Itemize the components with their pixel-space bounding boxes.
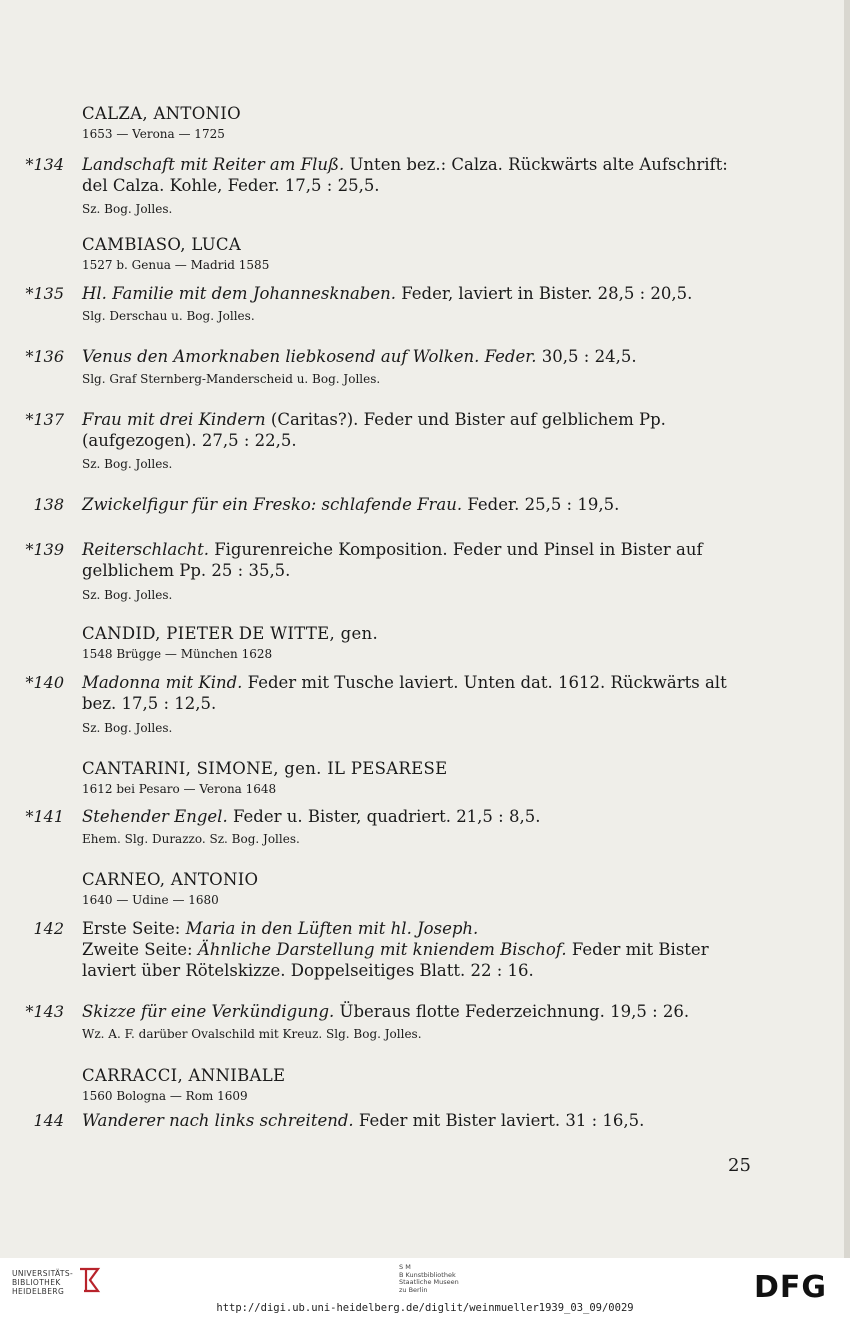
lot-description <box>82 283 752 304</box>
lot-details: Feder u. Bister, quadriert. 21,5 : 8,5. <box>227 807 541 826</box>
lot-title: Reiterschlacht. <box>82 540 209 559</box>
artist-dates: 1560 Bologna — Rom 1609 <box>82 1089 248 1103</box>
lot-title: Stehender Engel. <box>82 807 228 826</box>
logo-line: HEIDELBERG <box>12 1287 65 1296</box>
permalink-url[interactable]: http://digi.ub.uni-heidelberg.de/diglit/weinmueller1939_03_09/0029 <box>216 1302 634 1314</box>
lot-number: *141 <box>25 807 64 826</box>
viewer-footer <box>0 1258 850 1318</box>
lot-details: Unten bez.: Calza. Rückwärts alte Aufschrift: del Calza. Kohle, Feder. 17,5 : 25,5. <box>82 155 728 195</box>
artist-heading: CARRACCI, ANNIBALE <box>82 1066 286 1085</box>
lot-title: Madonna mit Kind. <box>82 673 243 692</box>
artist-heading: CANTARINI, SIMONE, gen. IL PESARESE <box>82 759 448 778</box>
lot-number: *137 <box>25 410 64 429</box>
heidelberg-logo[interactable] <box>12 1269 73 1296</box>
lot-provenance: Sz. Bog. Jolles. <box>82 202 173 216</box>
page-number: 25 <box>728 1155 751 1176</box>
lot-number: 138 <box>33 495 64 514</box>
lot-description <box>82 539 750 581</box>
lot-side-label: Erste Seite: <box>82 919 186 938</box>
lot-details: Überaus flotte Federzeichnung. 19,5 : 26. <box>334 1002 690 1021</box>
lot-description <box>82 346 752 367</box>
lot-title: Landschaft mit Reiter am Fluß. <box>82 155 345 174</box>
artist-dates: 1548 Brügge — München 1628 <box>82 647 273 661</box>
lot-details: Figurenreiche Komposition. Feder und Pinsel in Bister auf gelblichem Pp. 25 : 35,5. <box>82 540 703 580</box>
lot-description <box>82 154 752 196</box>
lot-title: Frau mit drei Kindern <box>82 410 266 429</box>
lot-details: (Caritas?). Feder und Bister auf gelblichem Pp. (aufgezogen). 27,5 : 22,5. <box>82 410 666 450</box>
artist-heading: CARNEO, ANTONIO <box>82 870 259 889</box>
artist-dates: 1640 — Udine — 1680 <box>82 893 219 907</box>
lot-description <box>82 1110 752 1131</box>
lot-details: Feder, laviert in Bister. 28,5 : 20,5. <box>395 284 693 303</box>
lot-provenance: Sz. Bog. Jolles. <box>82 588 173 602</box>
lot-description <box>82 806 752 827</box>
lot-number: *136 <box>25 347 64 366</box>
artist-heading: CANDID, PIETER DE WITTE, gen. <box>82 624 378 643</box>
lot-title: Maria in den Lüften mit hl. Joseph. <box>185 919 479 938</box>
lot-provenance: Slg. Graf Sternberg-Manderscheid u. Bog. Jolles. <box>82 372 381 386</box>
heidelberg-emblem-icon <box>77 1266 103 1294</box>
lot-details: Feder mit Bister laviert über Rötelskizze. Doppelseitiges Blatt. 22 : 16. <box>82 940 709 980</box>
lot-details: Feder mit Tusche laviert. Unten dat. 1612. Rückwärts alt bez. 17,5 : 12,5. <box>82 673 727 713</box>
lot-title: Skizze für eine Verkündigung. <box>82 1002 335 1021</box>
lot-provenance: Sz. Bog. Jolles. <box>82 457 173 471</box>
lot-title: Venus den Amorknaben liebkosend auf Wolken. Feder. <box>82 347 537 366</box>
lot-number: *139 <box>25 540 64 559</box>
lot-number: *140 <box>25 673 64 692</box>
lot-provenance: Wz. A. F. darüber Ovalschild mit Kreuz. Slg. Bog. Jolles. <box>82 1027 422 1041</box>
lot-provenance: Slg. Derschau u. Bog. Jolles. <box>82 309 255 323</box>
lot-details: Feder. 25,5 : 19,5. <box>462 495 620 514</box>
artist-heading: CAMBIASO, LUCA <box>82 235 242 254</box>
lot-number: 142 <box>33 919 64 938</box>
artist-dates: 1653 — Verona — 1725 <box>82 127 225 141</box>
logo-line: zu Berlin <box>399 1285 428 1294</box>
dfg-logo[interactable]: DFG <box>754 1270 828 1305</box>
lot-description <box>82 494 752 515</box>
lot-title: Wanderer nach links schreitend. <box>82 1111 354 1130</box>
lot-number: 144 <box>33 1111 64 1130</box>
lot-number: *135 <box>25 284 64 303</box>
lot-number: *143 <box>25 1002 64 1021</box>
lot-provenance: Ehem. Slg. Durazzo. Sz. Bog. Jolles. <box>82 832 300 846</box>
lot-details: 30,5 : 24,5. <box>536 347 637 366</box>
logo-line: Staatliche Museen <box>399 1278 459 1287</box>
lot-description <box>82 918 754 981</box>
logo-line: B Kunstbibliothek <box>399 1270 456 1279</box>
artist-dates: 1527 b. Genua — Madrid 1585 <box>82 258 270 272</box>
lot-provenance: Sz. Bog. Jolles. <box>82 721 173 735</box>
lot-description <box>82 672 750 714</box>
lot-details: Feder mit Bister laviert. 31 : 16,5. <box>353 1111 645 1130</box>
smb-kunstbibliothek-logo[interactable] <box>399 1264 459 1294</box>
lot-title: Ähnliche Darstellung mit kniendem Bischof. <box>197 940 567 959</box>
lot-description <box>82 1001 752 1022</box>
lot-title: Hl. Familie mit dem Johannesknaben. <box>82 284 396 303</box>
lot-side-label: Zweite Seite: <box>82 940 198 959</box>
artist-dates: 1612 bei Pesaro — Verona 1648 <box>82 782 277 796</box>
logo-line: UNIVERSITÄTS- <box>12 1269 74 1278</box>
lot-description <box>82 409 750 451</box>
lot-number: *134 <box>25 155 64 174</box>
logo-line: S M <box>399 1263 411 1271</box>
logo-line: BIBLIOTHEK <box>12 1278 61 1287</box>
lot-title: Zwickelfigur für ein Fresko: schlafende Frau. <box>82 495 463 514</box>
artist-heading: CALZA, ANTONIO <box>82 104 241 123</box>
